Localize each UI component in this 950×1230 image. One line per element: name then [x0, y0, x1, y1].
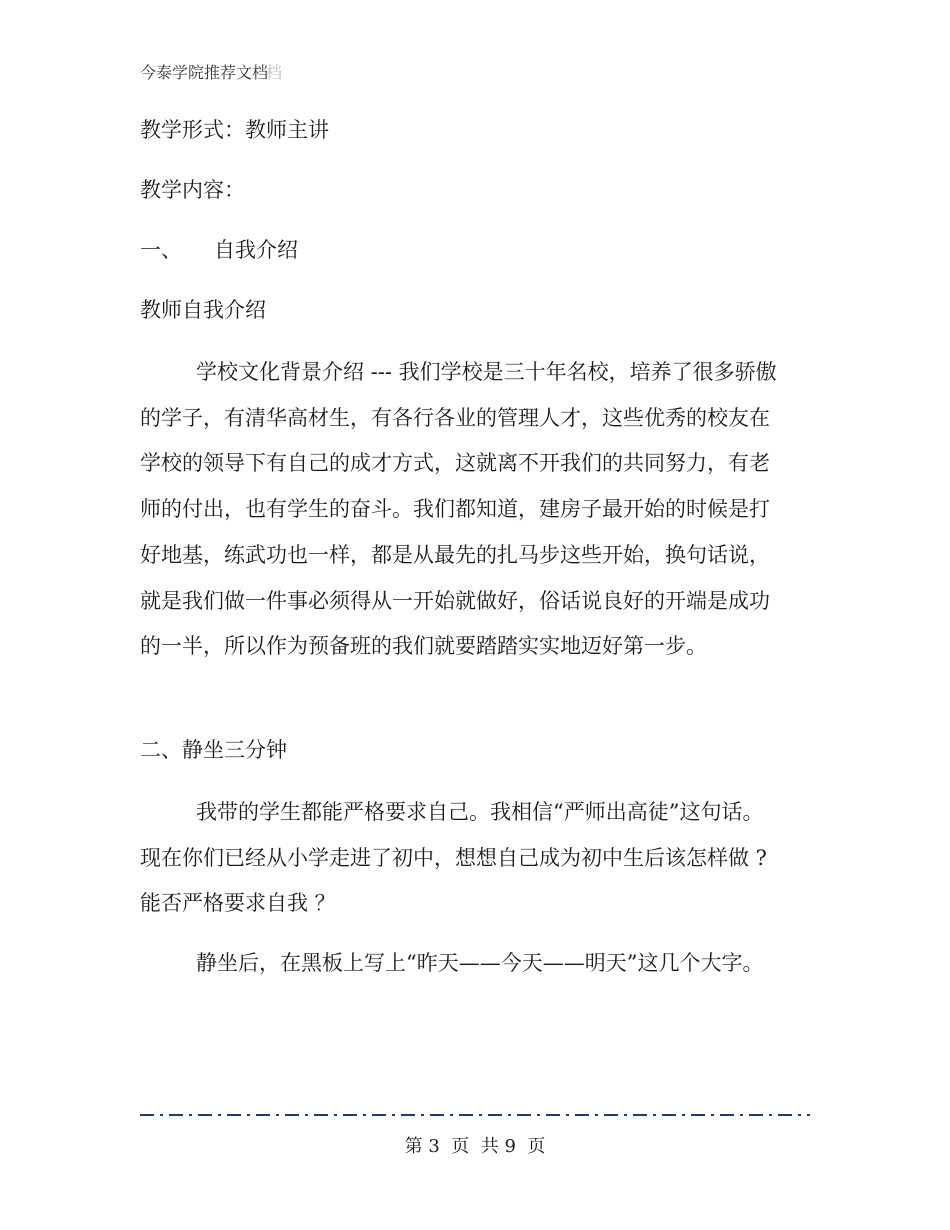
teaching-content-label: 教学内容： [140, 178, 245, 202]
section-heading-1 [140, 240, 298, 261]
header-ghost-text: 档 [266, 63, 283, 82]
section-title: 自我介绍 [214, 238, 298, 262]
strict-paragraph: 我带的学生都能严格要求自己。我相信“严师出高徒”这句话。现在你们已经从小学走进了初中，想想自己成为初中生后该怎样做 ?能否严格要求自我 ？ [140, 800, 767, 916]
school-intro-paragraph: 学校文化背景介绍 --- 我们学校是三十年名校，培养了很多骄傲的学子，有清华高材生，有各行各业的管理人才，这些优秀的校友在学校的领导下有自己的成才方式，这就离不开我们的共同努力，有老师的付出，也有学生的奋斗。我们都知道，建房子最开始的时候是打好地基，练武功也一样，都是从最先的扎马步这些开始，换句话说，就是我们做一件事必须得从一开始就做好，俗话说良好的开端是成功的一半，所以作为预备班的我们就要踏踏实实地迈好第一步。 [140, 360, 777, 659]
section-heading-2: 二、静坐三分钟 [140, 738, 287, 762]
page-number: 第 3 页 共 9 页 [404, 1136, 546, 1157]
section-number: 一、 [140, 238, 182, 262]
teaching-form-line: 教学形式：教师主讲 [140, 118, 329, 142]
document-header [140, 60, 282, 83]
blackboard-paragraph: 静坐后，在黑板上写上“昨天——今天——明天”这几个大字。 [196, 951, 764, 975]
footer-divider [140, 1114, 810, 1116]
header-source-text: 今泰学院推荐文档 [140, 63, 269, 82]
teacher-intro-line: 教师自我介绍 [140, 298, 266, 322]
